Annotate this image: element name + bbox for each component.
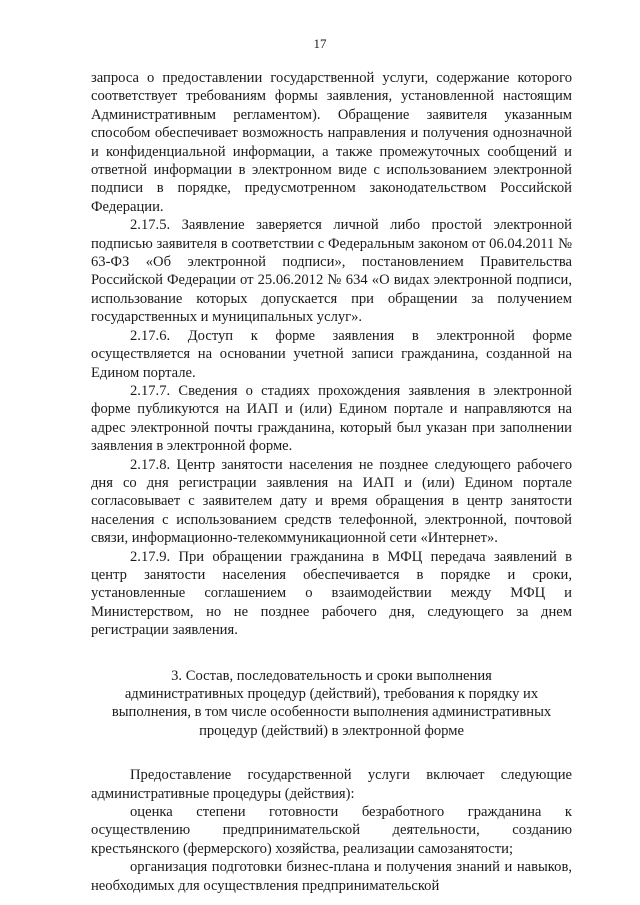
paragraph-2-17-5: 2.17.5. Заявление заверяется личной либо простой электронной подписью заявителя в соответствии с Федеральным законом от 06.04.2011 № 63-ФЗ «Об электронной подписи», постановлением Правительства Российской Федерации от 25.06.2012 № 634 «О видах электронной подписи, использование которых допускается при обращении за получением государственных и муниципальных услуг».: [91, 217, 572, 326]
document-body: [91, 69, 572, 895]
section-heading-line: выполнения, в том числе особенности выполнения административных: [111, 704, 552, 721]
paragraph-procedure-assessment: оценка степени готовности безработного гражданина к осуществлению предпринимательской деятельности, созданию крестьянского (фермерского) хозяйства, реализации самозанятости;: [91, 804, 572, 857]
paragraph-2-17-6: 2.17.6. Доступ к форме заявления в электронной форме осуществляется на основании учетной записи гражданина, созданной на Едином портале.: [91, 327, 572, 381]
section-heading: [91, 667, 572, 741]
paragraph-2-17-7: 2.17.7. Сведения о стадиях прохождения заявления в электронной форме публикуются на ИАП и (или) Едином портале и направляются на адрес электронной почты гражданина, который был указан при заполнении заявления в электронной форме.: [91, 382, 572, 455]
paragraph-continuation: запроса о предоставлении государственной услуги, содержание которого соответствует требованиям формы заявления, установленной настоящим Административным регламентом). Обращение заявителя указанным способом обеспечивает возможность направления и получения однозначной и конфиденциальной информации, а также промежуточных сообщений и ответной информации в электронном виде с использованием электронной подписи в порядке, предусмотренном законодательством Российской Федерации.: [91, 70, 572, 215]
paragraph-2-17-8: 2.17.8. Центр занятости населения не позднее следующего рабочего дня со дня регистрации заявления на ИАП и (или) Едином портале согласовывает с заявителем дату и время обращения в центр занятости населения с использованием средств телефонной, электронной, почтовой связи, информационно-телекоммуникационной сети «Интернет».: [91, 456, 572, 547]
section-heading-line: административных процедур (действий), требования к порядку их: [124, 686, 539, 702]
paragraph-procedures-intro: Предоставление государственной услуги включает следующие административные процедуры (действия):: [91, 767, 572, 802]
paragraph-2-17-9: 2.17.9. При обращении гражданина в МФЦ передача заявлений в центр занятости населения обеспечивается в порядке и сроки, установленные соглашением о взаимодействии между МФЦ и Министерством, но не позднее рабочего дня, следующего за днем регистрации заявления.: [91, 548, 572, 639]
page-number: 17: [313, 36, 327, 51]
paragraph-procedure-business-plan: организация подготовки бизнес-плана и получения знаний и навыков, необходимых для осуществления предпринимательской: [91, 859, 572, 894]
section-heading-line: 3. Состав, последовательность и сроки выполнения: [171, 667, 492, 684]
section-heading-line: процедур (действий) в электронной форме: [199, 722, 464, 739]
